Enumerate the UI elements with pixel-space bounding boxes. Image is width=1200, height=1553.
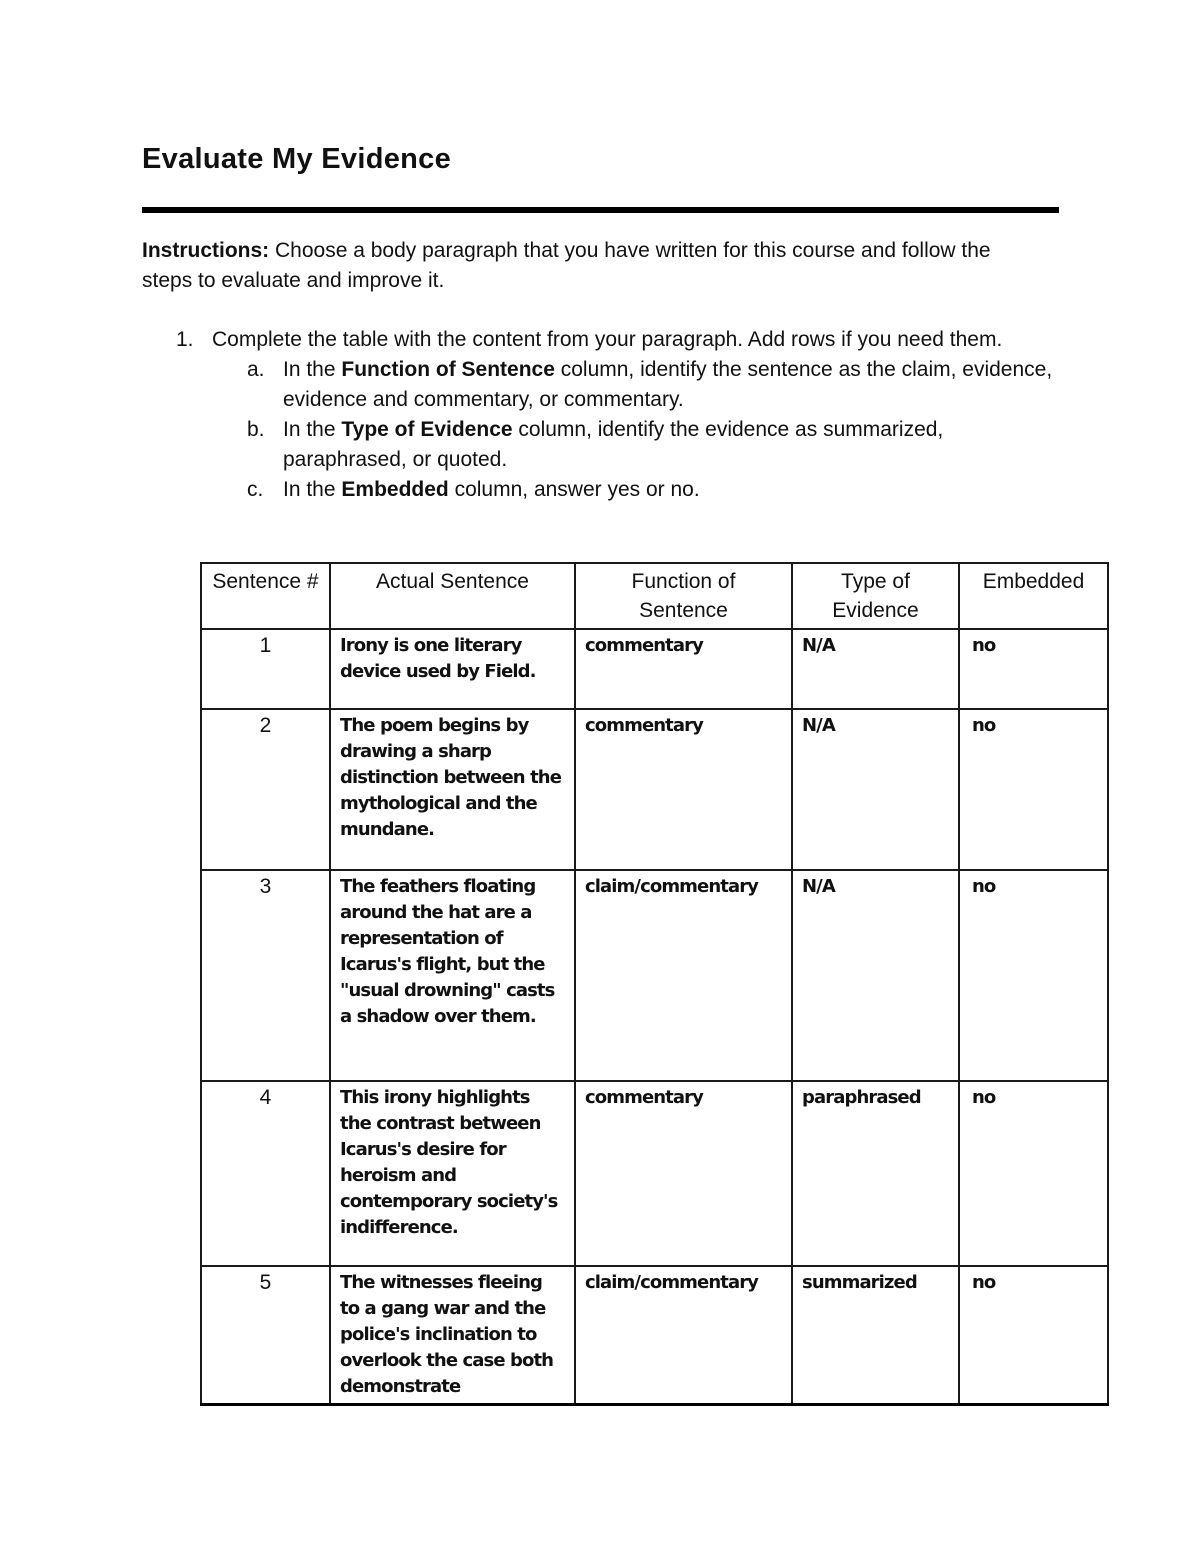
cell-actual-sentence: This irony highlights the contrast between Icarus's desire for heroism and contemporary society's indifference. [330, 1081, 575, 1266]
page-title: Evaluate My Evidence [142, 143, 452, 175]
header-function-of-sentence: Function of Sentence [575, 563, 792, 629]
cell-embedded: no [959, 870, 1108, 1081]
cell-type-of-evidence: N/A [792, 870, 959, 1081]
header-type-of-evidence: Type of Evidence [792, 563, 959, 629]
substep-text-after: column, answer yes or no. [448, 478, 700, 501]
table-row [201, 629, 1108, 709]
substeps-list [142, 355, 1062, 505]
table-row [201, 1081, 1108, 1266]
table-row [201, 870, 1108, 1081]
cell-embedded: no [959, 629, 1108, 709]
cell-type-of-evidence: N/A [792, 629, 959, 709]
substep-letter: a. [247, 358, 265, 381]
substep-letter: b. [247, 418, 265, 441]
cell-function: commentary [575, 629, 792, 709]
cell-function: claim/commentary [575, 870, 792, 1081]
substep-bold-term: Function of Sentence [341, 358, 555, 381]
substep-text-before: In the [283, 478, 342, 501]
table-row [201, 1266, 1108, 1405]
cell-actual-sentence: Irony is one literary device used by Field. [330, 629, 575, 709]
substep-text-before: In the [283, 358, 342, 381]
cell-actual-sentence: The feathers floating around the hat are a representation of Icarus's flight, but the "usual drowning" casts a shadow over them. [330, 870, 575, 1081]
cell-actual-sentence: The poem begins by drawing a sharp distinction between the mythological and the mundane. [330, 709, 575, 870]
header-embedded: Embedded [959, 563, 1108, 629]
cell-embedded: no [959, 709, 1108, 870]
cell-sentence-number: 1 [201, 629, 330, 709]
cell-type-of-evidence: N/A [792, 709, 959, 870]
substep-letter: c. [247, 478, 264, 501]
evidence-table [200, 562, 1109, 1406]
step-number: 1. [176, 328, 194, 351]
cell-function: commentary [575, 1081, 792, 1266]
cell-actual-sentence: The witnesses fleeing to a gang war and the police's inclination to overlook the case both demonstrate [330, 1266, 575, 1405]
header-actual-sentence: Actual Sentence [330, 563, 575, 629]
cell-embedded: no [959, 1081, 1108, 1266]
steps-list [142, 325, 1062, 505]
instructions [142, 236, 1022, 296]
header-sentence-number: Sentence # [201, 563, 330, 629]
substep-b [142, 415, 1062, 475]
cell-embedded: no [959, 1266, 1108, 1405]
cell-type-of-evidence: summarized [792, 1266, 959, 1405]
substep-text-before: In the [283, 418, 342, 441]
cell-sentence-number: 5 [201, 1266, 330, 1405]
substep-text-after: column, identify the sentence as the claim, evidence, evidence and commentary, or commentary. [283, 358, 1053, 411]
step-text: Complete the table with the content from your paragraph. Add rows if you need them. [212, 328, 1003, 351]
substep-a [142, 355, 1062, 415]
substep-bold-term: Type of Evidence [341, 418, 513, 441]
step-1 [142, 325, 1062, 355]
instructions-label: Instructions: [142, 239, 270, 262]
cell-sentence-number: 4 [201, 1081, 330, 1266]
cell-function: claim/commentary [575, 1266, 792, 1405]
substep-text-after: column, identify the evidence as summarized, paraphrased, or quoted. [283, 418, 944, 471]
instructions-text: Choose a body paragraph that you have written for this course and follow the steps to evaluate and improve it. [142, 239, 991, 292]
table-header-row [201, 563, 1108, 629]
cell-function: commentary [575, 709, 792, 870]
title-divider [142, 207, 1059, 213]
substep-bold-term: Embedded [341, 478, 449, 501]
cell-sentence-number: 3 [201, 870, 330, 1081]
cell-sentence-number: 2 [201, 709, 330, 870]
cell-type-of-evidence: paraphrased [792, 1081, 959, 1266]
table-row [201, 709, 1108, 870]
substep-c [142, 475, 1062, 505]
